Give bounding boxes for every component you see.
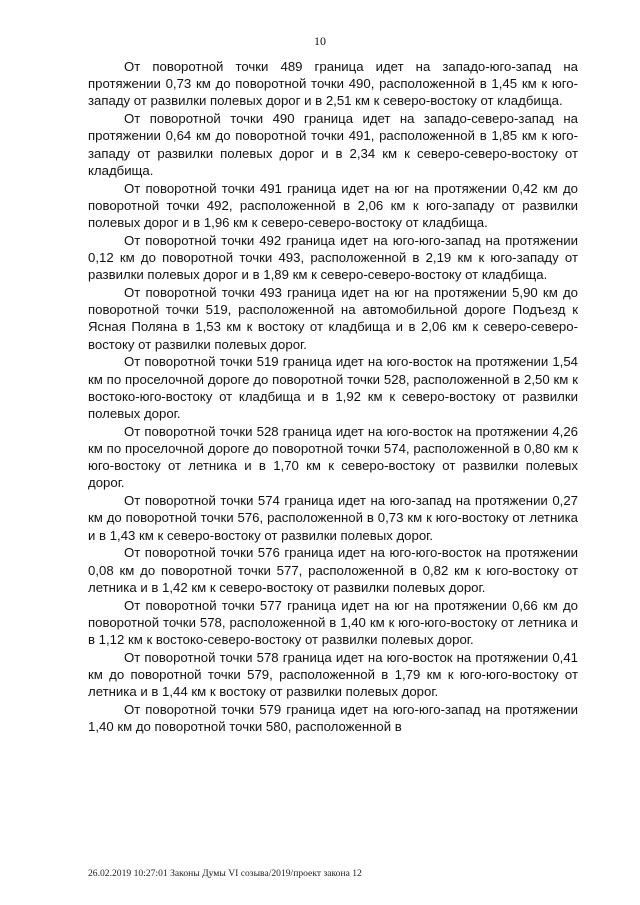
document-body (88, 58, 578, 736)
paragraph: От поворотной точки 528 граница идет на юго-восток на протяжении 4,26 км по проселочной дороге до поворотной точки 574, расположенной в 0,80 км к юго-востоку от летника и в 1,70 км к северо-востоку от развилки полевых дорог. (88, 423, 578, 491)
paragraph: От поворотной точки 578 граница идет на юго-восток на протяжении 0,41 км до поворотной точки 579, расположенной в 1,79 км к юго-юго-востоку от летника и в 1,44 км к востоку от развилки полевых дорог. (88, 649, 578, 700)
paragraph: От поворотной точки 577 граница идет на юг на протяжении 0,66 км до поворотной точки 578, расположенной в 1,40 км к юго-юго-востоку от летника и в 1,12 км к востоко-северо-востоку от развилки полевых дорог. (88, 597, 578, 648)
footer-stamp: 26.02.2019 10:27:01 Законы Думы VI созыва/2019/проект закона 12 (88, 868, 362, 879)
paragraph: От поворотной точки 576 граница идет на юго-юго-восток на протяжении 0,08 км до поворотной точки 577, расположенной в 0,82 км к юго-востоку от летника и в 1,42 км к северо-востоку от развилки полевых дорог. (88, 545, 578, 595)
paragraph: От поворотной точки 491 граница идет на юг на протяжении 0,42 км до поворотной точки 492, расположенной в 2,06 км к юго-западу от развилки полевых дорог и в 1,96 км к северо-северо-востоку от кладбища. (88, 180, 578, 231)
page-number: 10 (314, 34, 326, 48)
paragraph: От поворотной точки 519 граница идет на юго-восток на протяжении 1,54 км по проселочной дороге до поворотной точки 528, расположенной в 2,50 км к востоко-юго-востоку от кладбища и в 1,92 км к северо-востоку от развилки полевых дорог. (88, 354, 578, 422)
paragraph: От поворотной точки 579 граница идет на юго-юго-запад на протяжении 1,40 км до поворотной точки 580, расположенной в (88, 702, 578, 735)
paragraph: От поворотной точки 574 граница идет на юго-запад на протяжении 0,27 км до поворотной точки 576, расположенной в 0,73 км к юго-востоку от летника и в 1,43 км к северо-востоку от развилки полевых дорог. (88, 493, 578, 543)
paragraph: От поворотной точки 492 граница идет на юго-юго-запад на протяжении 0,12 км до поворотной точки 493, расположенной в 2,19 км к юго-западу от развилки полевых дорог и в 1,89 км к северо-северо-востоку от кладбища. (88, 232, 578, 283)
paragraph: От поворотной точки 489 граница идет на западо-юго-запад на протяжении 0,73 км до поворотной точки 490, расположенной в 1,45 км к юго-западу от развилки полевых дорог и в 2,51 км к северо-востоку от кладбища. (88, 59, 578, 109)
paragraph: От поворотной точки 493 граница идет на юг на протяжении 5,90 км до поворотной точки 519, расположенной на автомобильной дороге Подъезд к Ясная Поляна в 1,53 км к востоку от кладбища и в 2,06 км к северо-северо-востоку от развилки полевых дорог. (88, 285, 578, 352)
paragraph: От поворотной точки 490 граница идет на западо-северо-запад на протяжении 0,64 км до поворотной точки 491, расположенной в 1,85 км к юго-западу от развилки полевых дорог и в 2,34 км к северо-северо-востоку от кладбища. (88, 111, 578, 178)
